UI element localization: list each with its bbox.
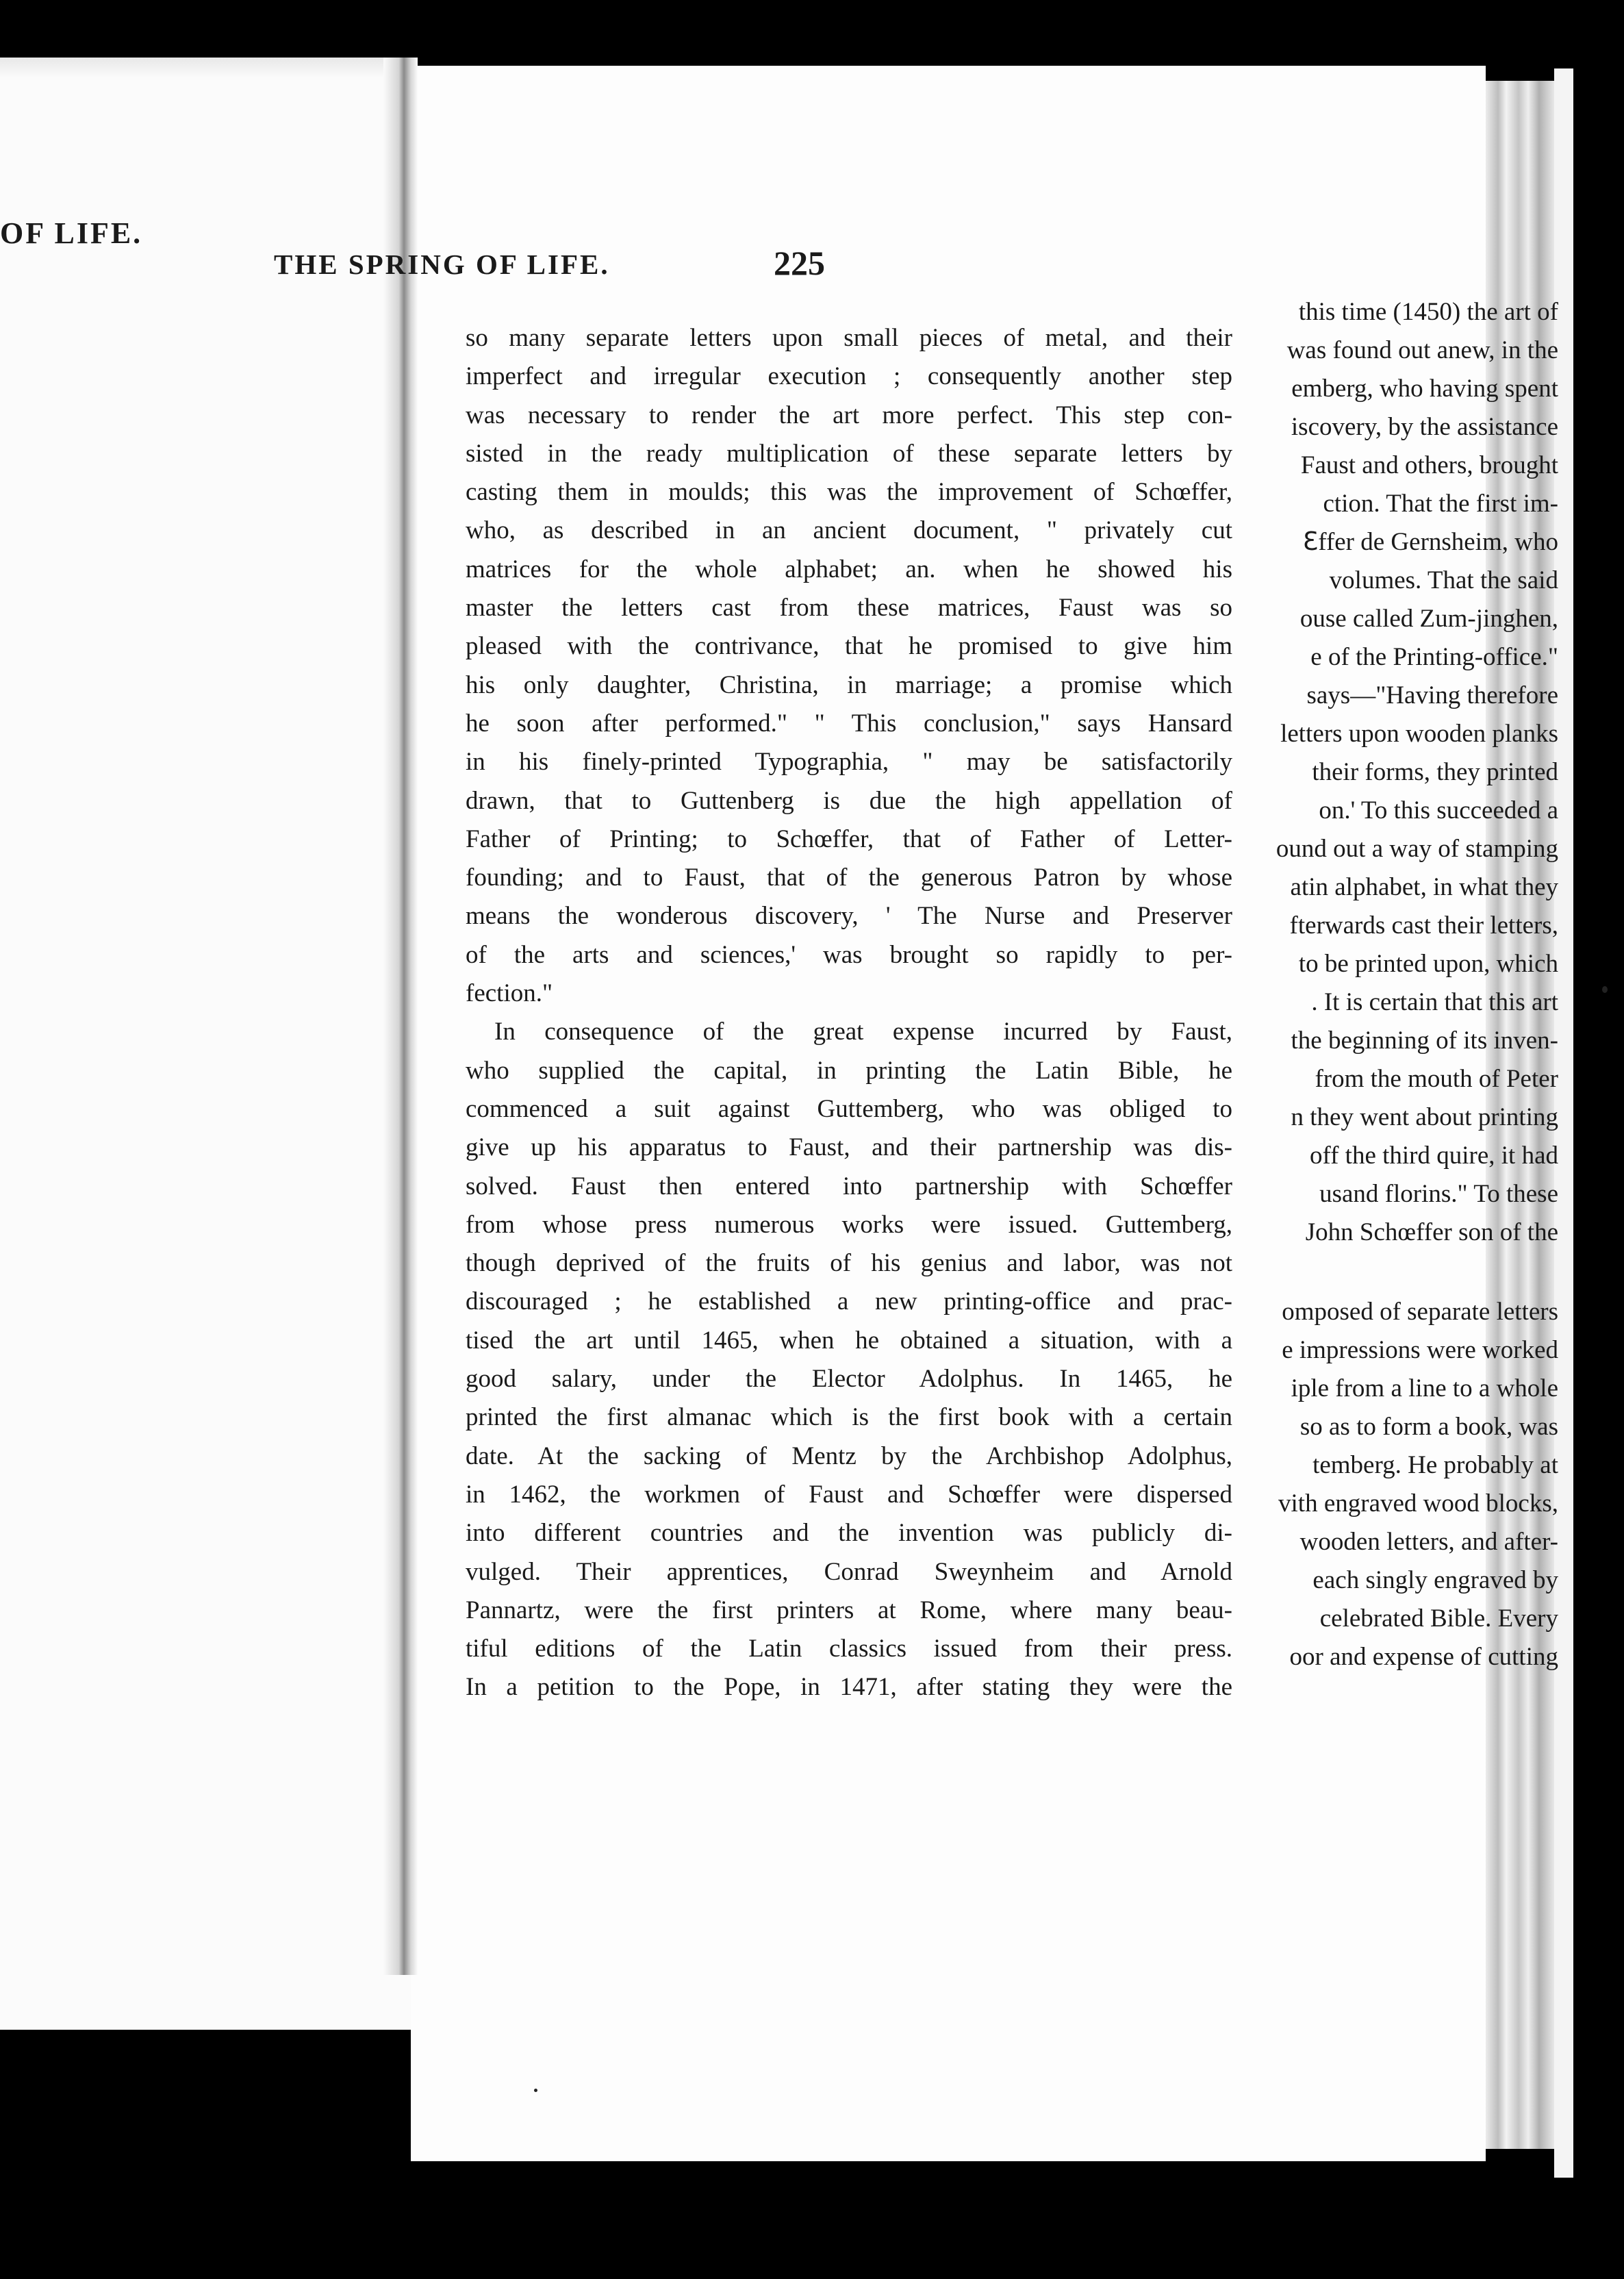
text-line: letters upon wooden planks (1280, 720, 1558, 748)
page-number: 225 (774, 244, 825, 282)
text-line: his only daughter, Christina, in marriage; a promise which (466, 670, 1232, 699)
text-line: though deprived of the fruits of his genius and labor, was not (466, 1249, 1232, 1278)
text-line: ℇffer de Gernsheim, who (1302, 528, 1558, 556)
text-line: so as to form a book, was (1299, 1413, 1558, 1441)
right-page-text (466, 319, 1232, 1707)
text-line: each singly engraved by (1312, 1566, 1558, 1594)
text-line: ouse called Zum-jinghen, (1299, 605, 1558, 633)
text-line: printed the first almanac which is the first book with a certain (466, 1403, 1232, 1432)
text-line: ound out a way of stamping (1276, 835, 1558, 863)
text-line: fection." (466, 979, 553, 1008)
text-line: atin alphabet, in what they (1290, 873, 1558, 901)
text-line: good salary, under the Elector Adolphus. In 1465, he (466, 1365, 1232, 1394)
text-line: In a petition to the Pope, in 1471, after stating they were the (466, 1673, 1232, 1702)
text-line: was found out anew, in the (1286, 336, 1558, 364)
text-line: who, as described in an ancient document, " privately cut (466, 516, 1232, 545)
text-line: matrices for the whole alphabet; an. when he showed his (466, 555, 1232, 583)
text-line: pleased with the contrivance, that he promised to give him (466, 632, 1232, 661)
left-page (0, 58, 411, 2030)
text-line: wooden letters, and after- (1299, 1528, 1558, 1556)
text-line: n they went about printing (1291, 1103, 1558, 1131)
scan-speck (534, 2089, 537, 2092)
text-line: their forms, they printed (1312, 758, 1558, 786)
right-running-head: THE SPRING OF LIFE. (274, 249, 610, 280)
text-line: vith engraved wood blocks, (1278, 1489, 1558, 1518)
text-line: omposed of separate letters (1282, 1298, 1558, 1326)
text-line: who supplied the capital, in printing the Latin Bible, he (466, 1056, 1232, 1085)
text-line: oor and expense of cutting (1289, 1643, 1558, 1671)
scan-speck (1602, 986, 1608, 993)
text-line: on.' To this succeeded a (1319, 796, 1558, 824)
text-line: Pannartz, were the first printers at Rome, where many beau- (466, 1596, 1232, 1624)
text-line: of the arts and sciences,' was brought so rapidly to per- (466, 940, 1232, 969)
text-line: e impressions were worked (1282, 1336, 1558, 1364)
page-shadow (0, 58, 411, 78)
text-line: Faust and others, brought (1300, 451, 1558, 479)
text-line: master the letters cast from these matrices, Faust was so (466, 594, 1232, 622)
text-line: ction. That the first im- (1323, 490, 1558, 518)
text-line: iple from a line to a whole (1291, 1374, 1558, 1402)
text-line: says—"Having therefore (1306, 681, 1558, 709)
text-line: solved. Faust then entered into partnership with Schœffer (466, 1172, 1232, 1200)
text-line: Father of Printing; to Schœffer, that of Father of Letter- (466, 824, 1232, 853)
text-line: imperfect and irregular execution ; consequently another step (466, 362, 1232, 391)
text-line: tiful editions of the Latin classics issued from their press. (466, 1635, 1232, 1663)
text-line: give up his apparatus to Faust, and their partnership was dis- (466, 1133, 1232, 1162)
text-line: sisted in the ready multiplication of these separate letters by (466, 439, 1232, 468)
text-line: volumes. That the said (1329, 566, 1558, 594)
text-line: e of the Printing-office." (1310, 643, 1558, 671)
text-line: commenced a suit against Guttemberg, who was obliged to (466, 1094, 1232, 1123)
text-line: in his finely-printed Typographia, " may be satisfactorily (466, 748, 1232, 777)
text-line: John Schœffer son of the (1305, 1218, 1558, 1246)
text-line: date. At the sacking of Mentz by the Archbishop Adolphus, (466, 1441, 1232, 1470)
book-gutter (383, 58, 418, 1975)
text-line: off the third quire, it had (1309, 1142, 1558, 1170)
text-line: tised the art until 1465, when he obtained a situation, with a (466, 1326, 1232, 1355)
text-line: In consequence of the great expense incurred by Faust, (494, 1018, 1232, 1046)
text-line: . It is certain that this art (1311, 988, 1558, 1016)
text-line: means the wonderous discovery, ' The Nurse and Preserver (466, 902, 1232, 931)
text-line: the beginning of its inven- (1291, 1027, 1558, 1055)
text-line: discouraged ; he established a new printing-office and prac- (466, 1287, 1232, 1316)
text-line: casting them in moulds; this was the improvement of Schœffer, (466, 478, 1232, 507)
text-line: in 1462, the workmen of Faust and Schœffer were dispersed (466, 1480, 1232, 1509)
text-line: from whose press numerous works were issued. Guttemberg, (466, 1210, 1232, 1239)
text-line: this time (1450) the art of (1298, 298, 1558, 326)
text-line: to be printed upon, which (1298, 950, 1558, 978)
text-line: into different countries and the invention was publicly di- (466, 1519, 1232, 1548)
text-line: celebrated Bible. Every (1319, 1604, 1558, 1633)
text-line: from the mouth of Peter (1315, 1065, 1558, 1093)
text-line: he soon after performed." " This conclusion," says Hansard (466, 709, 1232, 738)
text-line: usand florins." To these (1319, 1180, 1558, 1208)
text-line: vulged. Their apprentices, Conrad Sweynheim and Arnold (466, 1557, 1232, 1586)
text-line: emberg, who having spent (1291, 375, 1558, 403)
text-line: drawn, that to Guttenberg is due the high appellation of (466, 786, 1232, 815)
text-line: founding; and to Faust, that of the generous Patron by whose (466, 864, 1232, 892)
text-line: iscovery, by the assistance (1291, 413, 1558, 441)
text-line: was necessary to render the art more perfect. This step con- (466, 401, 1232, 429)
text-line: temberg. He probably at (1312, 1451, 1558, 1479)
left-running-head: OF LIFE. (0, 216, 143, 250)
text-line: fterwards cast their letters, (1289, 911, 1558, 940)
text-line: so many separate letters upon small pieces of metal, and their (466, 324, 1232, 352)
